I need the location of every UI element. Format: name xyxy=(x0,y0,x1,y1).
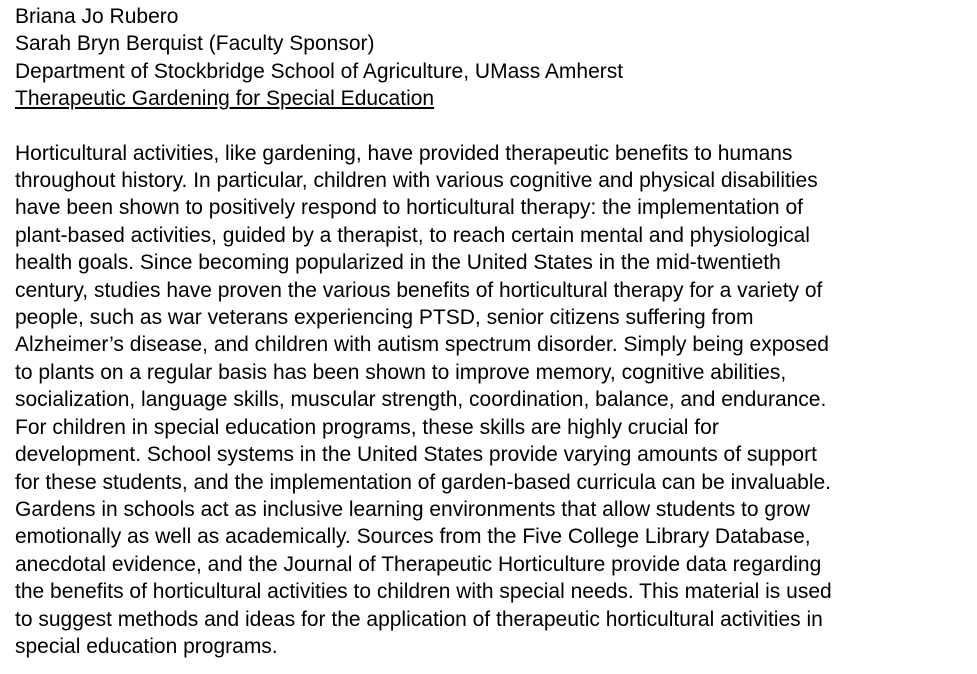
abstract-line: Gardens in schools act as inclusive learning environments that allow students to grow xyxy=(15,497,810,521)
abstract-line: throughout history. In particular, children with various cognitive and physical disabilities xyxy=(15,169,818,193)
abstract-line: to suggest methods and ideas for the application of therapeutic horticultural activities in xyxy=(15,607,823,631)
document-page xyxy=(15,3,965,660)
abstract-line: special education programs. xyxy=(15,634,278,658)
abstract-line: plant-based activities, guided by a therapist, to reach certain mental and physiological xyxy=(15,223,810,247)
abstract-line: emotionally as well as academically. Sources from the Five College Library Database, xyxy=(15,525,811,549)
abstract-line: anecdotal evidence, and the Journal of Therapeutic Horticulture provide data regarding xyxy=(15,552,822,576)
abstract-line: For children in special education programs, these skills are highly crucial for xyxy=(15,415,719,439)
faculty-sponsor: Sarah Bryn Berquist (Faculty Sponsor) xyxy=(15,32,375,56)
abstract-line: Alzheimer’s disease, and children with autism spectrum disorder. Simply being exposed xyxy=(15,333,829,357)
abstract-line: Horticultural activities, like gardening, have provided therapeutic benefits to humans xyxy=(15,141,793,165)
abstract-line: people, such as war veterans experiencing PTSD, senior citizens suffering from xyxy=(15,306,754,330)
abstract-line: for these students, and the implementation of garden-based curricula can be invaluable. xyxy=(15,470,832,494)
document-header xyxy=(15,3,965,113)
abstract-line: health goals. Since becoming popularized in the United States in the mid-twentieth xyxy=(15,251,781,275)
abstract-paragraph xyxy=(15,140,965,661)
abstract-line: to plants on a regular basis has been shown to improve memory, cognitive abilities, xyxy=(15,360,787,384)
abstract-line: century, studies have proven the various benefits of horticultural therapy for a variety of xyxy=(15,278,823,302)
document-title: Therapeutic Gardening for Special Education xyxy=(15,87,435,111)
abstract-line: have been shown to positively respond to horticultural therapy: the implementation of xyxy=(15,196,803,220)
author-name: Briana Jo Rubero xyxy=(15,5,179,28)
department-name: Department of Stockbridge School of Agriculture, UMass Amherst xyxy=(15,59,624,83)
abstract-line: the benefits of horticultural activities to children with special needs. This material is used xyxy=(15,580,832,604)
abstract-line: socialization, language skills, muscular strength, coordination, balance, and endurance. xyxy=(15,388,827,412)
abstract-line: development. School systems in the United States provide varying amounts of support xyxy=(15,443,817,467)
